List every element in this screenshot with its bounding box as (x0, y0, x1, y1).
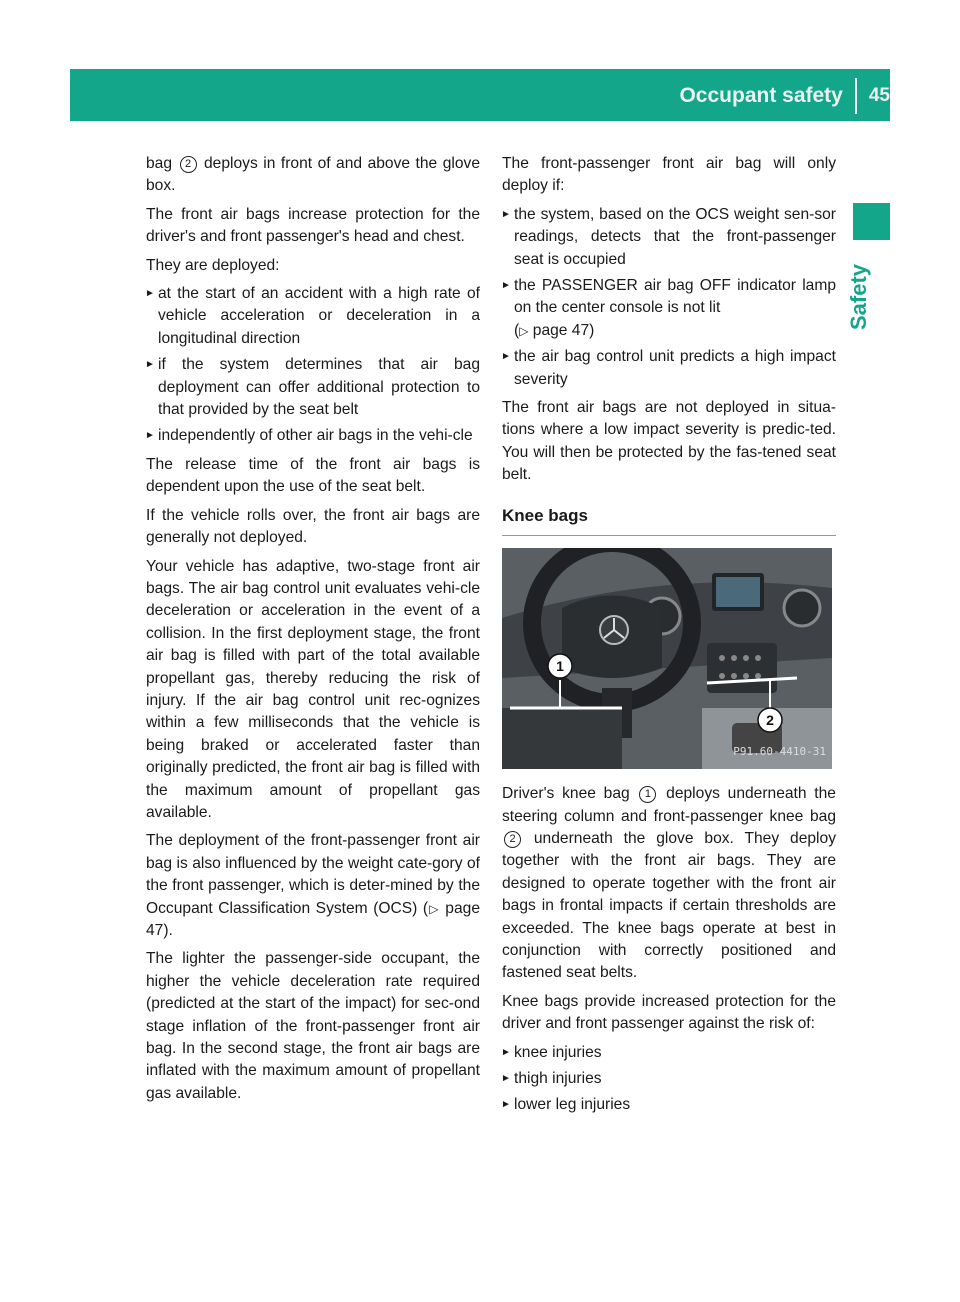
list-item: ► lower leg injuries (502, 1094, 836, 1116)
list-item: ► independently of other air bags in the vehi-cle (146, 425, 480, 447)
figure-code: P91.60-4410-31 (733, 744, 826, 758)
paragraph: The front air bags are not deployed in situa-tions where a low impact severity is predic-ted. You will then be protected by the fas-tened seat belt. (502, 399, 836, 484)
dashboard-illustration (502, 548, 832, 769)
header-divider (855, 78, 857, 114)
page-reference-link[interactable]: page 47 (532, 321, 590, 339)
paragraph: The front air bags increase protection for the driver's and front passenger's head and chest. (146, 205, 480, 246)
paragraph: The release time of the front air bags is dependent upon the use of the seat belt. (146, 455, 480, 496)
figure-callout-1: 1 (556, 658, 564, 675)
callout-1-icon: 1 (639, 786, 656, 803)
section-title: Occupant safety (679, 84, 843, 107)
figure-callout-2: 2 (766, 712, 774, 729)
side-tab-label: Safety (846, 263, 871, 330)
list-item: ► knee injuries (502, 1042, 836, 1064)
list-item: ► if the system determines that air bag deployment can offer additional protection to that provided by the seat belt (146, 354, 480, 421)
knee-bags-figure (502, 548, 832, 769)
right-column (502, 153, 836, 1123)
list-item: ► the air bag control unit predicts a high impact severity (502, 346, 836, 391)
knee-bags-heading: Knee bags (502, 505, 836, 536)
deployment-conditions-list (146, 283, 480, 448)
list-item: ► at the start of an accident with a high rate of vehicle acceleration or deceleration in a longitudinal direction (146, 283, 480, 350)
passenger-airbag-conditions-list (502, 204, 836, 391)
page-number: 45 (868, 85, 890, 106)
list-item: ► the system, based on the OCS weight sen-sor readings, detects that the front-passenger seat is occupied (502, 204, 836, 271)
injury-list (502, 1042, 836, 1117)
page-reference-arrow-icon: ▷ (428, 901, 440, 916)
paragraph: Knee bags provide increased protection for the driver and front passenger against the risk of: (502, 992, 836, 1033)
page-reference-arrow-icon: ▷ (519, 323, 529, 338)
list-item: ► thigh injuries (502, 1068, 836, 1090)
paragraph: The front-passenger front air bag will only deploy if: (502, 155, 836, 195)
paragraph: Driver's knee bag 1 deploys underneath the steering column and front-passenger knee bag 2 underneath the glove box. They deploy together with the front air bags. They are designed to operate together with the front air bags in frontal impacts if certain thresholds are exceeded. The knee bags operate at best in conjunction with correctly positioned and fastened seat belts. (502, 785, 836, 982)
paragraph: bag 2 deploys in front of and above the glove box. (146, 155, 480, 195)
paragraph: The deployment of the front-passenger front air bag is also influenced by the weight cate-gory of the front passenger, which is deter-mined by the Occupant Classification System (OCS) (▷ page 47). (146, 832, 480, 939)
paragraph: They are deployed: (146, 256, 280, 274)
page-reference-link[interactable]: page 47 (146, 899, 480, 939)
list-item: ► the PASSENGER air bag OFF indicator lamp on the center console is not lit (▷ page 47) (502, 275, 836, 342)
page-header (679, 82, 890, 110)
callout-2-icon: 2 (180, 156, 197, 173)
paragraph: The lighter the passenger-side occupant, the higher the vehicle deceleration rate required (predicted at the start of the impact) for sec-ond stage inflation of the front-passenger front air bag. In the second stage, the front air bags are inflated with the maximum amount of propellant gas available. (146, 950, 480, 1102)
left-column (146, 153, 480, 1111)
callout-2-icon: 2 (504, 831, 521, 848)
side-tab-marker (853, 203, 890, 240)
paragraph: Your vehicle has adaptive, two-stage front air bags. The air bag control unit evaluates vehi-cle deceleration or acceleration in the event of a collision. In the first deployment stage, the front air bag is filled with part of the total available propellant gas, thereby reducing the risk of injury. If the air bag control unit rec-ognizes within a few milliseconds that the vehicle is being braked or accelerated faster than originally predicted, the front air bag is filled with the maximum amount of propellant gas available. (146, 557, 480, 821)
paragraph: If the vehicle rolls over, the front air bags are generally not deployed. (146, 506, 480, 547)
